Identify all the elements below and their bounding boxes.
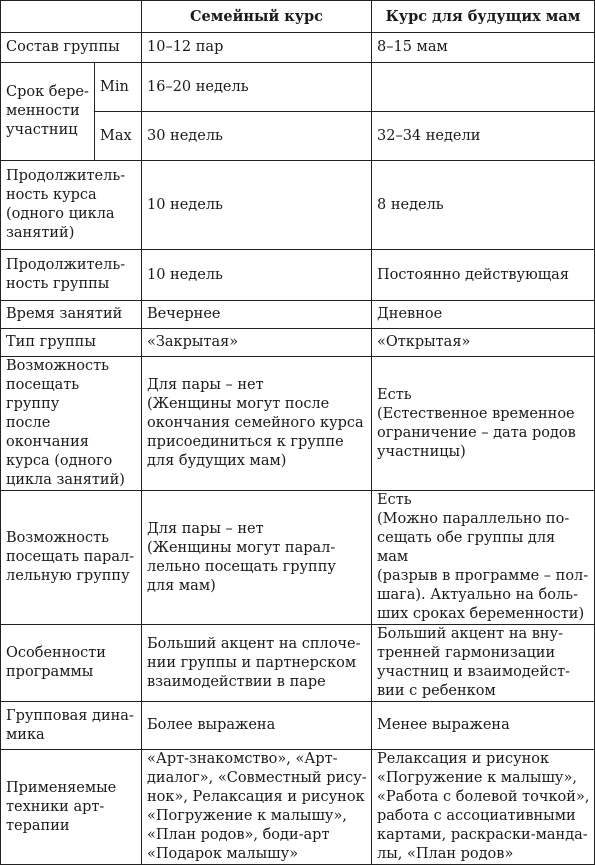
dynamics-label xyxy=(1,702,142,750)
after-family xyxy=(142,357,372,491)
row-group-dynamics xyxy=(1,702,595,750)
row-art-techniques xyxy=(1,750,595,865)
after-label-line: Возможность xyxy=(6,358,110,374)
parallel-moms xyxy=(372,491,595,625)
parallel-label-line: лельную группу xyxy=(6,568,130,584)
duration-label xyxy=(1,250,142,301)
after-moms-line: Есть xyxy=(377,386,412,403)
parallel-family xyxy=(142,491,372,625)
features-moms xyxy=(372,625,595,702)
techniques-label-line: терапии xyxy=(6,817,70,834)
dynamics-label-line: Групповая дина- xyxy=(6,707,134,724)
parallel-moms-line: шага). Актуально на боль- xyxy=(377,587,578,603)
after-label-line: посещать группу xyxy=(6,377,80,412)
time-moms: Дневное xyxy=(372,301,595,329)
after-moms-line: участницы) xyxy=(377,443,466,460)
time-family: Вечернее xyxy=(142,301,372,329)
cycle-label-line: занятий) xyxy=(6,225,75,241)
after-moms-line: (Естественное временное xyxy=(377,405,575,422)
cycle-label xyxy=(1,161,142,250)
features-moms-line: тренней гармонизации xyxy=(377,645,556,661)
after-label-line: цикла занятий) xyxy=(6,472,125,488)
after-moms xyxy=(372,357,595,491)
time-label: Время занятий xyxy=(1,301,142,329)
duration-label-line: ность группы xyxy=(6,276,110,292)
group-size-family: 10–12 пар xyxy=(142,33,372,63)
cycle-label-line: (одного цикла xyxy=(6,206,115,222)
term-min-moms xyxy=(372,63,595,112)
term-max-moms: 32–34 недели xyxy=(372,112,595,161)
cycle-family: 10 недель xyxy=(142,161,372,250)
after-moms-line: ограничение – дата родов xyxy=(377,424,576,441)
term-max-label: Max xyxy=(95,112,142,161)
term-label-line: менности xyxy=(6,103,80,119)
techniques-family-line: нок», Релаксация и рисунок xyxy=(147,789,365,805)
after-label-line: после окончания xyxy=(6,415,89,450)
techniques-label-line: техники арт- xyxy=(6,798,105,815)
parallel-moms-line: ших сроках беременности) xyxy=(377,606,585,622)
features-family-line: Больший акцент на сплоче- xyxy=(147,635,361,652)
row-group-size xyxy=(1,33,595,63)
techniques-label-line: Применяемые xyxy=(6,779,117,796)
parallel-family-line: Для пары – нет xyxy=(147,520,264,537)
techniques-moms xyxy=(372,750,595,865)
row-class-time xyxy=(1,301,595,329)
after-family-line: окончания семейного курса xyxy=(147,415,364,431)
after-label-line: курса (одного xyxy=(6,453,113,469)
row-parallel-group xyxy=(1,491,595,625)
parallel-family-line: (Женщины могут парал- xyxy=(147,539,336,556)
row-term-min xyxy=(1,63,595,112)
techniques-family-line: «Подарок малышу» xyxy=(147,846,299,862)
cycle-moms: 8 недель xyxy=(372,161,595,250)
techniques-moms-line: лы, «План родов» xyxy=(377,846,514,862)
group-size-label: Состав группы xyxy=(1,33,142,63)
term-min-family: 16–20 недель xyxy=(142,63,372,112)
type-family: «Закрытая» xyxy=(142,329,372,357)
cycle-label-line: Продолжитель- xyxy=(6,168,126,184)
techniques-moms-line: работа с ассоциативными xyxy=(377,808,576,824)
parallel-moms-line: (Можно параллельно по- xyxy=(377,511,570,527)
after-family-line: для будущих мам) xyxy=(147,453,287,469)
techniques-moms-line: «Работа с болевой точкой», xyxy=(377,789,590,805)
techniques-moms-line: «Погружение к малышу», xyxy=(377,770,577,786)
features-moms-line: Больший акцент на вну- xyxy=(377,626,563,642)
header-empty-cell xyxy=(1,1,142,33)
features-label-line: Особенности xyxy=(6,645,106,661)
after-family-line: Для пары – нет xyxy=(147,377,264,393)
header-row xyxy=(1,1,595,33)
term-max-family: 30 недель xyxy=(142,112,372,161)
features-label xyxy=(1,625,142,702)
row-after-course xyxy=(1,357,595,491)
parallel-label-line: посещать парал- xyxy=(6,549,135,565)
term-label xyxy=(1,63,95,161)
techniques-moms-line: картами, раскраски-манда- xyxy=(377,827,588,843)
parallel-moms-line: сещать обе группы для мам xyxy=(377,530,556,565)
techniques-family-line: «План родов», боди-арт xyxy=(147,827,330,843)
after-family-line: присоединиться к группе xyxy=(147,434,344,450)
features-moms-line: участниц и взаимодейст- xyxy=(377,664,571,680)
dynamics-moms: Менее выражена xyxy=(372,702,595,750)
row-program-features xyxy=(1,625,595,702)
features-label-line: программы xyxy=(6,664,94,680)
parallel-family-line: для мам) xyxy=(147,577,216,594)
techniques-family-line: «Погружение к малышу», xyxy=(147,808,347,824)
term-min-label: Min xyxy=(95,63,142,112)
parallel-moms-line: (разрыв в программе – пол- xyxy=(377,568,589,584)
techniques-moms-line: Релаксация и рисунок xyxy=(377,751,550,767)
after-family-line: (Женщины могут после xyxy=(147,396,330,412)
techniques-label xyxy=(1,750,142,865)
parallel-moms-line: Есть xyxy=(377,492,412,508)
row-group-duration xyxy=(1,250,595,301)
cycle-label-line: ность курса xyxy=(6,187,97,203)
dynamics-label-line: мика xyxy=(6,726,45,743)
type-label: Тип группы xyxy=(1,329,142,357)
techniques-family-line: «Арт-знакомство», «Арт- xyxy=(147,751,338,767)
duration-moms: Постоянно действующая xyxy=(372,250,595,301)
parallel-family-line: лельно посещать группу xyxy=(147,558,336,575)
features-family-line: взаимодействии в паре xyxy=(147,673,326,690)
after-label xyxy=(1,357,142,491)
techniques-family-line: диалог», «Совместный рису- xyxy=(147,770,367,786)
row-course-cycle xyxy=(1,161,595,250)
term-label-line: Срок бере- xyxy=(6,84,89,100)
parallel-label xyxy=(1,491,142,625)
header-moms-course: Курс для будущих мам xyxy=(372,1,595,33)
group-size-moms: 8–15 мам xyxy=(372,33,595,63)
term-label-line: участниц xyxy=(6,122,78,138)
parallel-label-line: Возможность xyxy=(6,530,110,546)
header-family-course: Семейный курс xyxy=(142,1,372,33)
dynamics-family: Более выражена xyxy=(142,702,372,750)
features-family-line: нии группы и партнерском xyxy=(147,654,357,671)
duration-label-line: Продолжитель- xyxy=(6,257,126,273)
type-moms: «Открытая» xyxy=(372,329,595,357)
row-group-type xyxy=(1,329,595,357)
features-family xyxy=(142,625,372,702)
techniques-family xyxy=(142,750,372,865)
features-moms-line: вии с ребенком xyxy=(377,683,496,699)
duration-family: 10 недель xyxy=(142,250,372,301)
